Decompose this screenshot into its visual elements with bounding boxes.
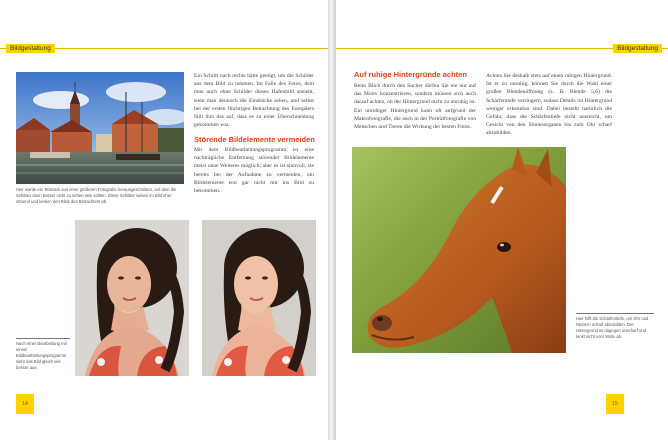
body-text: Beim Blick durch den Sucher dürfen Sie nie nur auf das Motiv konzentrieren, sondern müssen sich auch darauf achten, ob der Hintergrund nicht zu unruhig ist. Ein unruhiger Hintergrund kann oft aufgrund der Makrofotografie, die auch in der Porträtfotografie von Menschen und Tieren die Wirkung der besten Fotos.	[354, 83, 476, 131]
harbor-photo	[16, 72, 184, 184]
section-heading: Störende Bildelemente vermeiden	[194, 135, 315, 144]
portrait-caption: Nach einer Bearbeitung mit einem Bildbearbeitungsprogramm sieht das Bild gleich viel besser aus.	[16, 338, 70, 371]
horse-caption: Hier hilft die Schärfentiefe, um Ohr und Nüstern scharf abzubilden. Der Hintergrund ist dagegen unscharf und lenkt nicht vom Motiv ab.	[576, 313, 654, 340]
header-tab: Bildgestaltung	[613, 44, 662, 53]
body-text-2: Mit dem Bildbearbeitungsprogramm ist eine nachträgliche Entfernung störender Bildelemente meist ohne Weiteres möglich; aber es ist sinnvoll, sie bereits bei der Aufnahme zu vermeiden, um Bildelemente erst gar nicht mit ins Bild zu bekommen.	[194, 147, 314, 195]
header-tab: Bildgestaltung	[6, 44, 55, 53]
page-number: 15	[606, 394, 624, 414]
portrait-after-photo	[202, 220, 316, 376]
body-text-2: Achten Sie deshalb stets auf einen ruhigen Hintergrund. Ist er zu unruhig, können Sie durch die Wahl einer großen Blendenöffnung (z. B. Blende 5,6) die Schärfentiefe verringern, sodass Details im Hintergrund weniger erkennbar sind. Dabei besteht natürlich die Gefahr, dass die Schärfentiefe nicht ausreicht, um Gesicht von den Sinnesorganen bis zum Ohr scharf abzubilden.	[486, 73, 612, 137]
page-number: 14	[16, 394, 34, 414]
horse-photo	[352, 147, 566, 353]
harbor-caption: Hier wurde ein Teilstück aus einer größeren Fotografie herausgeschnitten, auf dem die Schilder dann besser nicht zu sehen sein sollten. Diese Schilder wirken im Bild eher störend und lenken den Blick des Betrachters ab.	[16, 187, 177, 204]
body-text: Ein Schritt nach rechts hätte genügt, um die Schilder aus dem Bild zu nehmen. Im Falle des Fotos, dem man auch ohne Schilder dieses Hafenbild ansieht, sieht man dennoch die Eindrücke sehen, und selbst bei der ersten flüchtigen Betrachtung des Europäers fällt ihm das auf, dass es zu einer Überschneidung gekommen war.	[194, 73, 314, 129]
book-gutter	[328, 0, 336, 440]
right-page	[336, 0, 668, 440]
portrait-before-photo	[75, 220, 189, 376]
section-heading: Auf ruhige Hintergründe achten	[354, 70, 467, 79]
left-page	[0, 0, 328, 440]
